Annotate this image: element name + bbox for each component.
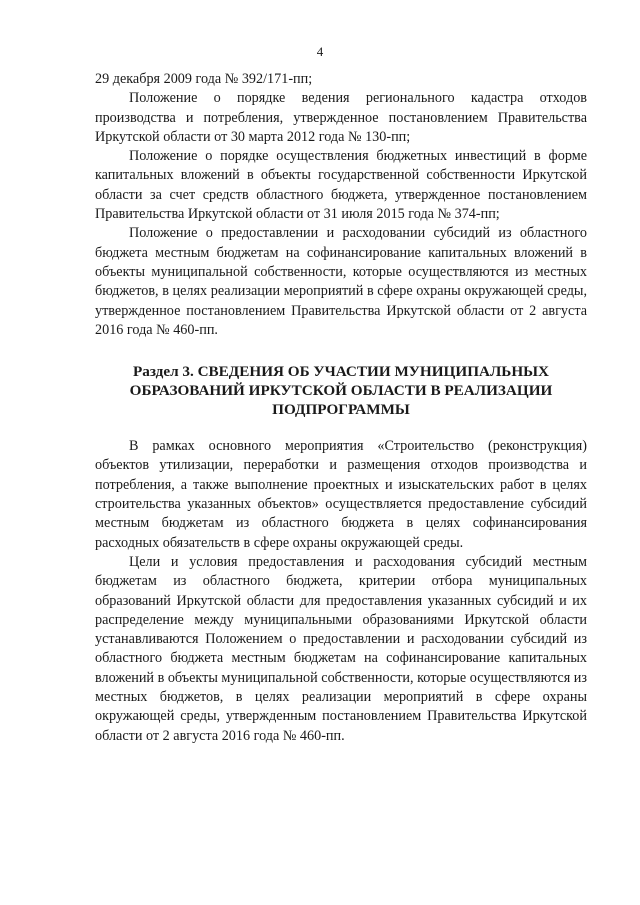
- page-number: 4: [316, 44, 324, 59]
- paragraph-subsidy-conditions: Цели и условия предоставления и расходования субсидий местным бюджетам из областного бюджета, критерии отбора муниципальных образований Иркутской области для предоставления указанных субсидий и их распределение между муниципальными образованиями Иркутской области устанавливаются Положением о предоставлении и расходовании субсидий из областного бюджета местным бюджетам на софинансирование капитальных вложений в объекты муниципальной собственности, которые осуществляются из местных бюджетов, в целях реализации мероприятий в сфере охраны окружающей среды, утвержденным постановлением Правительства Иркутской области от 2 августа 2016 года № 460-пп.: [95, 553, 587, 744]
- paragraph-waste-cadastre-regulation: Положение о порядке ведения регионального кадастра отходов производства и потребления, утвержденное постановлением Правительства Иркутской области от 30 марта 2012 года № 130-пп;: [95, 90, 587, 145]
- section-heading-line: ОБРАЗОВАНИЙ ИРКУТСКОЙ ОБЛАСТИ В РЕАЛИЗАЦИИ: [129, 382, 553, 400]
- section-heading: [95, 362, 587, 419]
- section-heading-line: ПОДПРОГРАММЫ: [272, 401, 410, 419]
- paragraph-subsidies-regulation: Положение о предоставлении и расходовании субсидий из областного бюджета местным бюджетам на софинансирование капитальных вложений в объекты муниципальной собственности, которые осуществляются из местных бюджетов, в целях реализации мероприятий в сфере охраны окружающей среды, утвержденное постановлением Правительства Иркутской области от 2 августа 2016 года № 460-пп.: [95, 225, 587, 338]
- paragraph-budget-investments-regulation: Положение о порядке осуществления бюджетных инвестиций в форме капитальных вложений в объекты государственной собственности Иркутской области за счет средств областного бюджета, утвержденное постановлением Правительства Иркутской области от 31 июля 2015 года № 374-пп;: [95, 148, 587, 223]
- paragraph-main-activity: В рамках основного мероприятия «Строительство (реконструкция) объектов утилизации, переработки и размещения отходов производства и потребления, а также выполнение проектных и изыскательских работ в целях строительства указанных объектов» осуществляется предоставление субсидий местным бюджетам из областного бюджета в целях софинансирования расходных обязательств в сфере охраны окружающей среды.: [95, 438, 587, 551]
- paragraph-continuation: 29 декабря 2009 года № 392/171-пп;: [95, 71, 313, 87]
- section-heading-line: Раздел 3. СВЕДЕНИЯ ОБ УЧАСТИИ МУНИЦИПАЛЬНЫХ: [132, 363, 550, 381]
- document-body: [95, 70, 587, 746]
